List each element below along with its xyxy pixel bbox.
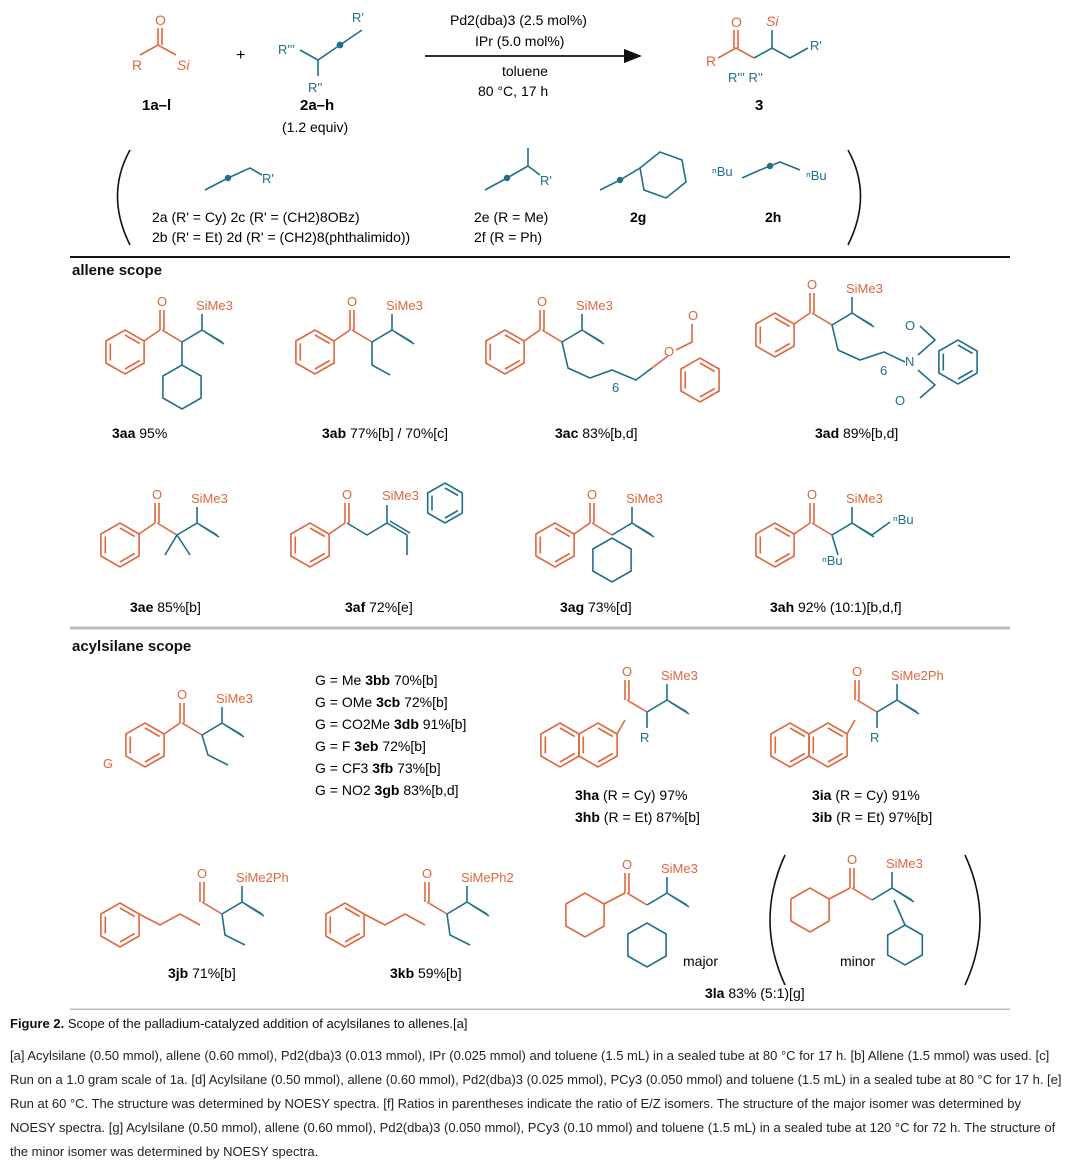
compound-3af: 3af 72%[e] — [345, 599, 413, 615]
svg-text:SiMe3: SiMe3 — [886, 856, 923, 871]
compound-3kb: 3kb 59%[b] — [390, 965, 462, 981]
conditions-text: 80 °C, 17 h — [478, 83, 549, 99]
svg-text:O: O — [852, 664, 863, 679]
allene-2g — [600, 152, 686, 198]
svg-text:R': R' — [352, 10, 364, 25]
svg-text:R: R — [706, 53, 717, 69]
svg-text:R''': R''' — [278, 42, 295, 57]
ligand-text: IPr (5.0 mol%) — [475, 33, 565, 49]
figure-caption: Figure 2. Scope of the palladium-catalyzed addition of acylsilanes to allenes.[a] — [10, 1016, 468, 1031]
svg-text:O: O — [847, 852, 858, 867]
plus-sign: + — [236, 47, 246, 64]
svg-text:6: 6 — [880, 363, 888, 378]
svg-text:SiMe3: SiMe3 — [576, 298, 613, 313]
allene-2b-2d-label: 2b (R' = Et) 2d (R' = (CH2)8(phthalimido)) — [152, 229, 411, 245]
svg-text:O: O — [905, 318, 916, 333]
svg-text:O: O — [155, 12, 166, 28]
svg-text:R': R' — [262, 171, 274, 186]
svg-text:N: N — [905, 354, 915, 369]
g-substituent-list — [315, 672, 466, 798]
svg-text:SiMe3: SiMe3 — [386, 298, 423, 313]
compound-3ac: 3ac 83%[b,d] — [555, 425, 638, 441]
svg-text:O: O — [157, 294, 168, 309]
svg-text:O: O — [537, 294, 548, 309]
svg-text:O: O — [622, 664, 633, 679]
compound-3ab: 3ab 77%[b] / 70%[c] — [322, 425, 449, 441]
svg-text:O: O — [197, 866, 208, 881]
allene-2a-2d — [205, 168, 274, 190]
compound-3ah: 3ah 92% (10:1)[b,d,f] — [770, 599, 902, 615]
svg-text:SiMe3: SiMe3 — [216, 691, 253, 706]
acylsilane-reactant — [132, 12, 190, 73]
section-acylsilane-scope: acylsilane scope — [72, 638, 192, 655]
compound-3ib: 3ib (R = Et) 97%[b] — [812, 809, 933, 825]
svg-text:O: O — [731, 14, 742, 30]
svg-text:R'': R'' — [308, 80, 323, 95]
svg-text:O: O — [807, 277, 818, 292]
svg-text:G = NO2 3gb 83%[b,d]: G = NO2 3gb 83%[b,d] — [315, 782, 459, 798]
r1-label: 1a–l — [142, 97, 172, 114]
compound-3ha: 3ha (R = Cy) 97% — [575, 787, 688, 803]
svg-text:O: O — [342, 487, 353, 502]
svg-text:O: O — [807, 487, 818, 502]
svg-text:O: O — [177, 687, 188, 702]
label-minor: minor — [840, 953, 876, 969]
svg-text:Si: Si — [766, 13, 779, 29]
allene-2h-label: 2h — [765, 209, 782, 225]
compound-3ag: 3ag 73%[d] — [560, 599, 632, 615]
solvent-text: toluene — [502, 63, 548, 79]
svg-text:ⁿBu: ⁿBu — [712, 164, 733, 179]
svg-text:SiMePh2: SiMePh2 — [461, 870, 514, 885]
svg-text:G = CO2Me 3db 91%[b]: G = CO2Me 3db 91%[b] — [315, 716, 467, 732]
allene-2e-label: 2e (R = Me) — [474, 209, 549, 225]
allene-2a-2c-label: 2a (R' = Cy) 2c (R' = (CH2)8OBz) — [152, 209, 360, 225]
svg-text:O: O — [688, 308, 699, 323]
svg-text:O: O — [895, 393, 906, 408]
svg-text:G = CF3 3fb 73%[b]: G = CF3 3fb 73%[b] — [315, 760, 441, 776]
svg-text:O: O — [347, 294, 358, 309]
label-major: major — [683, 953, 719, 969]
svg-text:SiMe3: SiMe3 — [661, 668, 698, 683]
svg-text:SiMe3: SiMe3 — [846, 491, 883, 506]
svg-text:O: O — [152, 487, 163, 502]
svg-text:6: 6 — [612, 380, 620, 395]
svg-text:R: R — [132, 57, 143, 73]
svg-text:SiMe3: SiMe3 — [846, 281, 883, 296]
svg-text:O: O — [587, 487, 598, 502]
compound-3ae: 3ae 85%[b] — [130, 599, 201, 615]
compound-3la: 3la 83% (5:1)[g] — [705, 985, 805, 1001]
svg-text:R: R — [870, 730, 880, 745]
allene-2f-label: 2f (R = Ph) — [474, 229, 543, 245]
svg-text:R''' R'': R''' R'' — [728, 70, 763, 85]
svg-text:SiMe2Ph: SiMe2Ph — [236, 870, 289, 885]
r2-label: 2a–h — [300, 97, 335, 114]
catalyst-text: Pd2(dba)3 (2.5 mol%) — [450, 12, 587, 28]
svg-text:O: O — [664, 344, 675, 359]
svg-text:R': R' — [540, 173, 552, 188]
compound-3hb: 3hb (R = Et) 87%[b] — [575, 809, 700, 825]
svg-text:SiMe3: SiMe3 — [191, 491, 228, 506]
svg-text:SiMe3: SiMe3 — [196, 298, 233, 313]
footnotes: [a] Acylsilane (0.50 mmol), allene (0.60 mmol), Pd2(dba)3 (0.013 mmol), IPr (0.025 mmol) and toluene (1.5 mL) in a sealed tube at 80 °C for 17 h. [b] Allene (1.5 mmol) was used. [c] Run on a 1.0 gram scale of 1a. [d] Acylsilane (0.50 mmol), allene (0.60 mmol), Pd2(dba)3 (0.025 mmol), PCy3 (0.050 mmol) and toluene (1.5 mL) in a sealed tube at 80 °C for 17 h. [e] Run at 60 °C. The structure was determined by NOESY spectra. [f] Ratios in parentheses indicate the ratio of E/Z isomers. The structure of the major isomer was determined by NOESY spectra. [g] Acylsilane (0.50 mmol), allene (0.60 mmol), Pd2(dba)3 (0.050 mmol), PCy3 (0.10 mmol) and toluene (1.5 mL) in a sealed tube at 120 °C for 72 h. The structure of the minor isomer was determined by NOESY spectra. — [10, 1048, 1062, 1159]
product-label: 3 — [755, 97, 764, 114]
compound-3ia: 3ia (R = Cy) 91% — [812, 787, 920, 803]
allene-2h — [712, 162, 827, 183]
compound-structures — [101, 277, 977, 967]
svg-text:SiMe3: SiMe3 — [626, 491, 663, 506]
product-general-structure — [706, 13, 822, 85]
svg-text:O: O — [422, 866, 433, 881]
svg-text:SiMe2Ph: SiMe2Ph — [891, 668, 944, 683]
section-allene-scope: allene scope — [72, 262, 163, 279]
allene-2e-2f — [485, 148, 552, 190]
svg-text:ⁿBu: ⁿBu — [806, 168, 827, 183]
compound-3ad: 3ad 89%[b,d] — [815, 425, 899, 441]
svg-text:SiMe3: SiMe3 — [661, 861, 698, 876]
svg-text:Si: Si — [177, 57, 190, 73]
allene-reactant — [278, 10, 364, 95]
compound-3aa: 3aa 95% — [112, 425, 168, 441]
r2-equiv: (1.2 equiv) — [282, 119, 349, 135]
svg-text:ⁿBu: ⁿBu — [822, 553, 843, 568]
allene-2g-label: 2g — [630, 209, 647, 225]
svg-text:G: G — [103, 756, 114, 771]
svg-text:SiMe3: SiMe3 — [382, 488, 419, 503]
svg-text:R': R' — [810, 38, 822, 53]
svg-text:G = F 3eb 72%[b]: G = F 3eb 72%[b] — [315, 738, 426, 754]
svg-text:ⁿBu: ⁿBu — [893, 512, 914, 527]
svg-text:O: O — [622, 857, 633, 872]
svg-text:G = Me 3bb 70%[b]: G = Me 3bb 70%[b] — [315, 672, 438, 688]
compound-3jb: 3jb 71%[b] — [168, 965, 236, 981]
svg-text:R: R — [640, 730, 650, 745]
svg-text:G = OMe 3cb 72%[b]: G = OMe 3cb 72%[b] — [315, 694, 448, 710]
